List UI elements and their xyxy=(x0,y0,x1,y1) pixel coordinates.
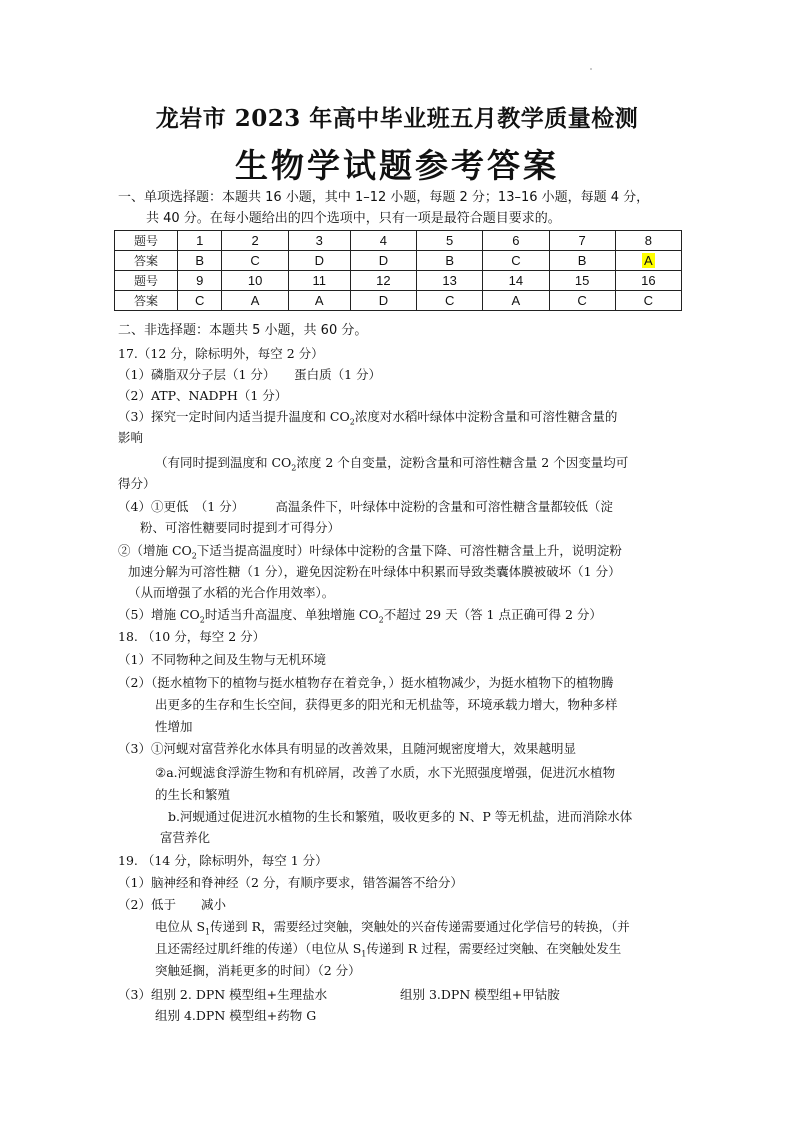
answer-key-title: 生物学试题参考答案 xyxy=(235,146,559,185)
scan-speck xyxy=(590,68,592,70)
answer-cell xyxy=(615,251,681,271)
text-segment: （有同时提到温度和 CO xyxy=(155,455,292,470)
q17-answer-1: （1）磷脂双分子层（1 分） 蛋白质（1 分） xyxy=(118,367,382,382)
q18-answer-3b-b-cont: 富营养化 xyxy=(160,830,211,845)
subscript: 2 xyxy=(349,417,355,427)
answer-cell: A xyxy=(222,291,288,311)
question-number: 5 xyxy=(417,231,483,251)
q17-answer-3-note xyxy=(155,452,735,473)
text-segment: （5）增施 CO xyxy=(118,607,200,622)
subscript: 2 xyxy=(378,615,384,625)
q18-answer-3b-b: b.河蚬通过促进沉水植物的生长和繁殖，吸收更多的 N、P 等无机盐，进而消除水体 xyxy=(168,809,633,824)
q17-answer-3-cont: 影响 xyxy=(118,430,144,445)
question-number: 15 xyxy=(549,271,615,291)
answer-cell: C xyxy=(615,291,681,311)
text-segment: 浓度 2 个自变量，淀粉含量和可溶性糖含量 2 个因变量均可 xyxy=(296,455,629,470)
q19-answer-2-explanation-cont2: 突触延搁，消耗更多的时间）（2 分） xyxy=(155,963,361,978)
question-number: 14 xyxy=(483,271,549,291)
answer-cell: B xyxy=(178,251,222,271)
answer-cell: C xyxy=(483,251,549,271)
answer-cell: D xyxy=(350,251,416,271)
text-segment: 传递到 R 过程，需要经过突触、在突触处发生 xyxy=(366,941,622,956)
q17-answer-3 xyxy=(118,406,698,427)
q18-header: 18. （10 分，每空 2 分） xyxy=(118,629,266,644)
text-segment: 传递到 R，需要经过突触，突触处的兴奋传递需要通过化学信号的转换，（并 xyxy=(210,919,630,934)
row-label: 题号 xyxy=(115,231,178,251)
q18-answer-2-cont2: 性增加 xyxy=(155,719,193,734)
answer-cell: A xyxy=(288,291,350,311)
q17-answer-4: （4）①更低 （1 分） 高温条件下，叶绿体中淀粉的含量和可溶性糖含量都较低（淀 xyxy=(118,499,613,514)
q19-answer-3-line2: 组别 4.DPN 模型组+药物 G xyxy=(155,1008,317,1023)
question-number: 13 xyxy=(417,271,483,291)
question-number: 7 xyxy=(549,231,615,251)
answer-cell: B xyxy=(549,251,615,271)
q18-answer-2-cont: 出更多的生存和生长空间，获得更多的阳光和无机盐等，环境承载力增大，物种多样 xyxy=(155,697,618,712)
answer-cell: C xyxy=(178,291,222,311)
question-number: 6 xyxy=(483,231,549,251)
subscript: 2 xyxy=(199,615,205,625)
q18-answer-3b: ②a.河蚬滤食浮游生物和有机碎屑，改善了水质，水下光照强度增强，促进沉水植物 xyxy=(155,765,616,780)
q18-answer-2: （2）（挺水植物下的植物与挺水植物存在着竞争，）挺水植物减少，为挺水植物下的植物腾 xyxy=(118,675,614,690)
answer-cell: C xyxy=(549,291,615,311)
answer-cell: C xyxy=(222,251,288,271)
answer-cell: D xyxy=(288,251,350,271)
question-number: 4 xyxy=(350,231,416,251)
answer-cell: A xyxy=(483,291,549,311)
question-number: 3 xyxy=(288,231,350,251)
exam-title: 龙岩市 2023 年高中毕业班五月教学质量检测 xyxy=(155,105,639,132)
question-number: 12 xyxy=(350,271,416,291)
q17-answer-4b xyxy=(118,540,698,561)
table-row-answers-2 xyxy=(115,291,682,311)
answer-table xyxy=(114,230,682,311)
row-label: 题号 xyxy=(115,271,178,291)
subscript: 1 xyxy=(205,927,211,937)
q18-answer-3: （3）①河蚬对富营养化水体具有明显的改善效果，且随河蚬密度增大，效果越明显 xyxy=(118,741,576,756)
row-label: 答案 xyxy=(115,291,178,311)
section2-heading: 二、非选择题：本题共 5 小题，共 60 分。 xyxy=(118,323,368,338)
text-segment: 时适当升高温度、单独增施 CO xyxy=(204,607,379,622)
q19-answer-2-explanation-cont xyxy=(155,938,735,959)
q18-answer-3b-cont: 的生长和繁殖 xyxy=(155,787,231,802)
q17-answer-2: （2）ATP、NADPH（1 分） xyxy=(118,388,288,403)
section1-heading: 一、单项选择题：本题共 16 小题，其中 1–12 小题，每题 2 分；13–16 小题，每题 4 分， xyxy=(118,190,650,205)
q19-answer-1: （1）脑神经和脊神经（2 分，有顺序要求，错答漏答不给分） xyxy=(118,875,463,890)
row-label: 答案 xyxy=(115,251,178,271)
answer-cell: B xyxy=(417,251,483,271)
question-number: 16 xyxy=(615,271,681,291)
question-number: 10 xyxy=(222,271,288,291)
table-row-numbers-1 xyxy=(115,231,682,251)
answer-cell: D xyxy=(350,291,416,311)
highlighted-answer: A xyxy=(644,253,653,268)
q17-answer-4b-cont: 加速分解为可溶性糖（1 分），避免因淀粉在叶绿体中积累而导致类囊体膜被破坏（1 分） xyxy=(128,564,621,579)
answer-cell: C xyxy=(417,291,483,311)
question-number: 11 xyxy=(288,271,350,291)
q17-answer-4-cont: 粉、可溶性糖要同时提到才可得分） xyxy=(140,520,341,535)
q19-answer-3-left: （3）组别 2. DPN 模型组+生理盐水 xyxy=(118,987,328,1002)
subscript: 1 xyxy=(361,949,367,959)
q19-header: 19. （14 分，除标明外，每空 1 分） xyxy=(118,853,328,868)
question-number: 1 xyxy=(178,231,222,251)
question-number: 8 xyxy=(615,231,681,251)
q19-answer-3-right: 组别 3.DPN 模型组+甲钴胺 xyxy=(400,987,560,1002)
table-row-answers-1 xyxy=(115,251,682,271)
table-row-numbers-2 xyxy=(115,271,682,291)
q17-answer-3-note-cont: 得分） xyxy=(118,476,156,491)
q18-answer-1: （1）不同物种之间及生物与无机环境 xyxy=(118,652,326,667)
subscript: 2 xyxy=(191,551,197,561)
question-number: 2 xyxy=(222,231,288,251)
q17-answer-4b-cont2: （从而增强了水稻的光合作用效率）。 xyxy=(128,585,335,600)
text-segment: （3）探究一定时间内适当提升温度和 CO xyxy=(118,409,350,424)
text-segment: 且还需经过肌纤维的传递）（电位从 S xyxy=(155,941,362,956)
text-segment: 下适当提高温度时）叶绿体中淀粉的含量下降、可溶性糖含量上升，说明淀粉 xyxy=(196,543,622,558)
text-segment: ②（增施 CO xyxy=(118,543,192,558)
subscript: 2 xyxy=(291,463,297,473)
q17-answer-5 xyxy=(118,604,698,625)
q19-answer-2-explanation xyxy=(155,916,735,937)
text-segment: 电位从 S xyxy=(155,919,206,934)
text-segment: 浓度对水稻叶绿体中淀粉含量和可溶性糖含量的 xyxy=(354,409,618,424)
q17-header: 17.（12 分，除标明外，每空 2 分） xyxy=(118,346,324,361)
text-segment: 不超过 29 天（答 1 点正确可得 2 分） xyxy=(383,607,602,622)
section1-heading-cont: 共 40 分。在每小题给出的四个选项中，只有一项是最符合题目要求的。 xyxy=(146,211,561,226)
question-number: 9 xyxy=(178,271,222,291)
q19-answer-2: （2）低于 减小 xyxy=(118,897,226,912)
